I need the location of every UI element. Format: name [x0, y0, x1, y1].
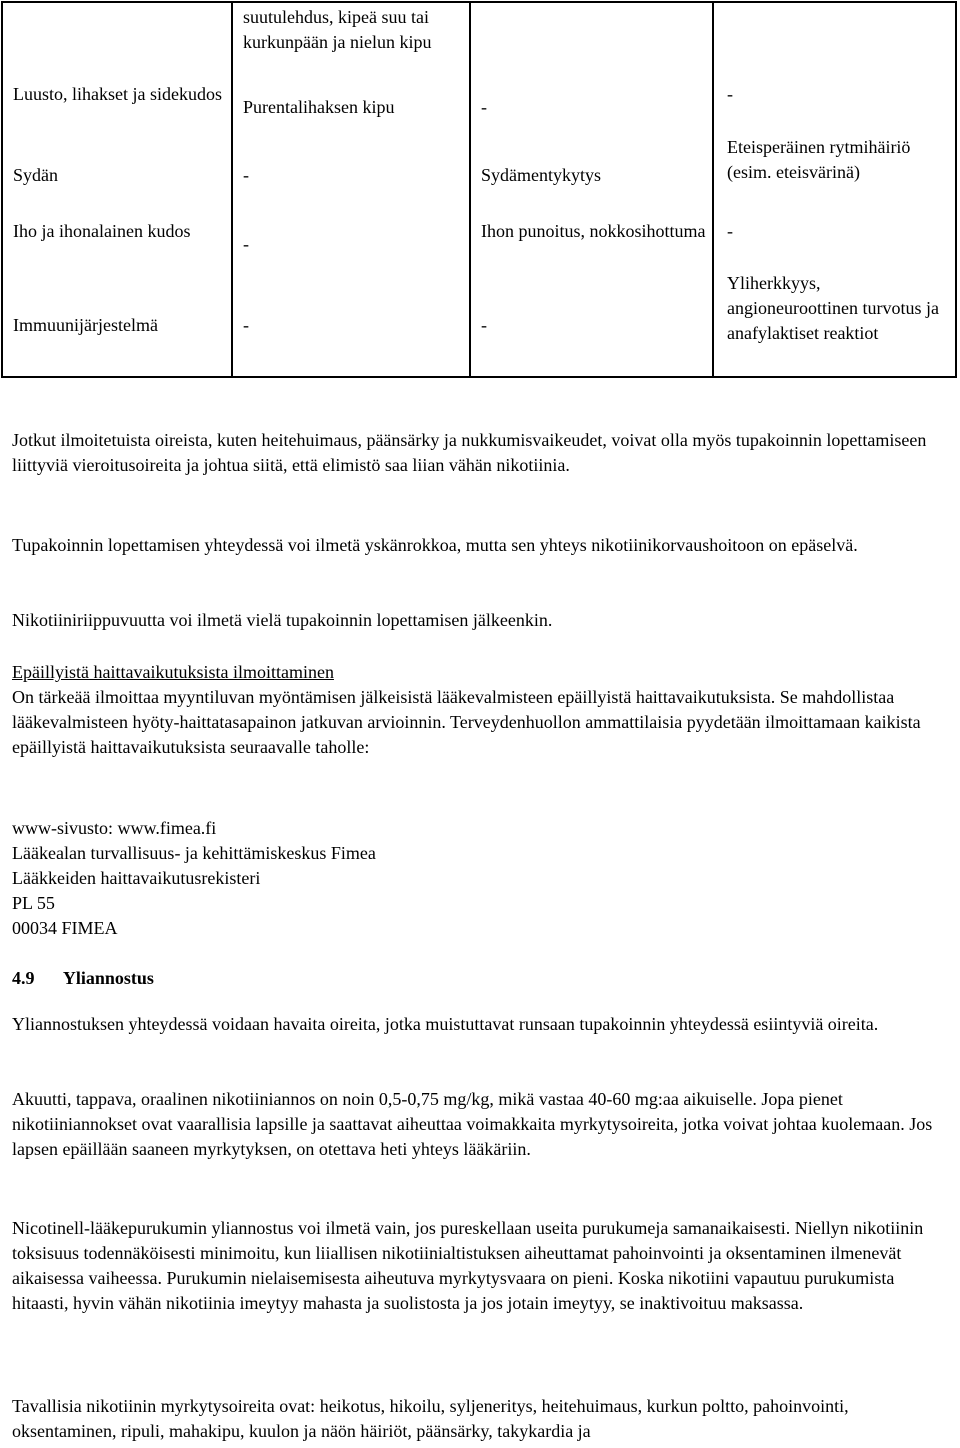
table-cell: - — [481, 315, 487, 335]
table-cell: - — [243, 234, 249, 254]
cough-paragraph: Tupakoinnin lopettamisen yhteydessä voi ilmetä yskänrokkoa, mutta sen yhteys nikotiinikorvaushoitoon on epäselvä. — [12, 535, 858, 555]
address-line-pobox: PL 55 — [12, 893, 55, 913]
table-cell: - — [727, 221, 733, 241]
table-cell: - — [243, 165, 249, 185]
table-cell: - — [481, 97, 487, 117]
table-cell: suutulehdus, kipeä suu tai kurkunpään ja nielun kipu — [243, 7, 432, 52]
table-cell: Yliherkkyys, angioneuroottinen turvotus ja anafylaktiset reaktiot — [727, 273, 939, 343]
address-line-website: www-sivusto: www.fimea.fi — [12, 818, 217, 838]
table-cell: Purentalihaksen kipu — [243, 97, 395, 117]
table-cell-organ: Sydän — [13, 165, 58, 185]
overdose-intro-paragraph: Yliannostuksen yhteydessä voidaan havaita oireita, jotka muistuttavat runsaan tupakoinnin yhteydessä esiintyviä oireita. — [12, 1014, 879, 1034]
adverse-effects-table — [1, 1, 957, 378]
reporting-paragraph: On tärkeää ilmoittaa myyntiluvan myöntämisen jälkeisistä lääkevalmisteen epäillyistä haittavaikutuksista. Se mahdollistaa lääkevalmisteen hyöty-haittatasapainon jatkuvan arvioinnin. Terveydenhuollon ammattilaisia pyydetään ilmoittamaan kaikista epäillyistä haittavaikutuksista seuraavalle taholle: — [12, 687, 921, 757]
address-line-postcode: 00034 FIMEA — [12, 918, 118, 938]
address-line-agency: Lääkealan turvallisuus- ja kehittämiskeskus Fimea — [12, 843, 376, 863]
table-cell: Eteisperäinen rytmihäiriö (esim. eteisvärinä) — [727, 137, 911, 182]
column-divider — [469, 3, 471, 376]
table-cell-organ: Luusto, lihakset ja sidekudos — [13, 84, 222, 104]
reporting-heading: Epäillyistä haittavaikutuksista ilmoittaminen — [12, 662, 334, 682]
table-cell: Ihon punoitus, nokkosihottuma — [481, 221, 706, 241]
column-divider — [231, 3, 233, 376]
table-cell: Sydämentykytys — [481, 165, 601, 185]
section-title: Yliannostus — [62, 968, 154, 988]
address-line-registry: Lääkkeiden haittavaikutusrekisteri — [12, 868, 261, 888]
table-cell: - — [727, 84, 733, 104]
address-block — [12, 816, 942, 941]
gum-overdose-paragraph: Nicotinell-lääkepurukumin yliannostus voi ilmetä vain, jos pureskellaan useita purukumeja samanaikaisesti. Niellyn nikotiinin toksisuus todennäköisesti minimoitu, kun liiallisen nikotiinialtistuksen aiheuttamat pahoinvointi ja oksentaminen ilmenevät aikaisessa vaiheessa. Purukumin nielaisemisesta aiheutuva myrkytysvaara on pieni. Koska nikotiini vapautuu purukumista hitaasti, hyvin vähän nikotiinia imeytyy mahasta ja suolistosta ja jos jotain imeytyy, se inaktivoituu maksassa. — [12, 1218, 924, 1313]
section-number: 4.9 — [12, 968, 35, 988]
column-divider — [712, 3, 714, 376]
lethal-dose-paragraph: Akuutti, tappava, oraalinen nikotiiniannos on noin 0,5-0,75 mg/kg, mikä vastaa 40-60 mg:aa aikuiselle. Jopa pienet nikotiiniannokset ovat vaarallisia lapsille ja saattavat aiheuttaa voimakkaita myrkytysoireita, jotka voivat johtaa kuolemaan. Jos lapsen epäillään saaneen myrkytyksen, on otettava heti yhteys lääkäriin. — [12, 1089, 933, 1159]
withdrawal-paragraph: Jotkut ilmoitetuista oireista, kuten heitehuimaus, päänsärky ja nukkumisvaikeudet, voivat olla myös tupakoinnin lopettamiseen liittyviä vieroitusoireita ja johtua siitä, että elimistö saa liian vähän nikotiinia. — [12, 430, 927, 475]
table-cell: - — [243, 315, 249, 335]
dependence-paragraph: Nikotiiniriippuvuutta voi ilmetä vielä tupakoinnin lopettamisen jälkeenkin. — [12, 610, 553, 630]
table-cell-organ: Iho ja ihonalainen kudos — [13, 221, 191, 241]
symptoms-paragraph: Tavallisia nikotiinin myrkytysoireita ovat: heikotus, hikoilu, syljeneritys, heitehuimaus, kurkun poltto, pahoinvointi, oksentaminen, ripuli, mahakipu, kuulon ja näön häiriöt, päänsärky, takykardia ja — [12, 1396, 849, 1441]
section-heading — [12, 966, 942, 991]
table-cell-organ: Immuunijärjestelmä — [13, 315, 158, 335]
